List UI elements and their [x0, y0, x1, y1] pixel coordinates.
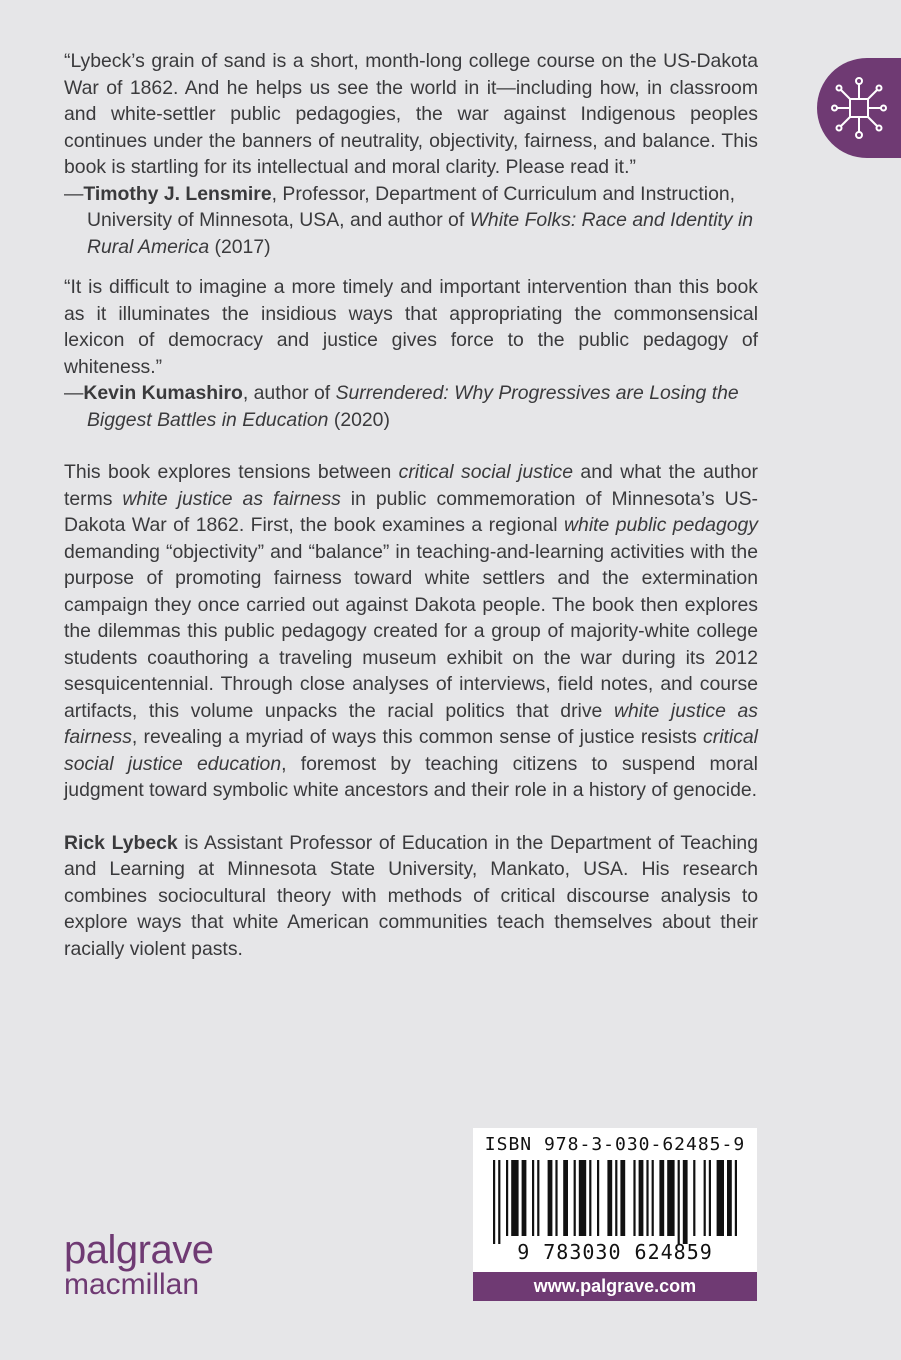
- description-paragraph: [64, 459, 758, 804]
- barcode-bar: [717, 1160, 724, 1236]
- barcode-bar: [667, 1160, 674, 1236]
- isbn-barcode: [473, 1128, 757, 1301]
- barcode-bar: [652, 1160, 654, 1236]
- quote-attribution: [64, 181, 758, 261]
- author-bio: [64, 830, 758, 963]
- barcode-bar: [532, 1160, 534, 1236]
- barcode-bar: [607, 1160, 612, 1236]
- publisher-badge: [817, 58, 901, 158]
- book-title: Surrendered: Why Progressives are Losing the Biggest Battles in Education: [87, 382, 739, 431]
- isbn-label: ISBN 978-3-030-62485-9: [484, 1134, 746, 1155]
- endorsement-quote-1: [64, 48, 758, 260]
- bio-text: is Assistant Professor of Education in the Department of Teaching and Learning at Minnesota State University, Mankato, USA. His research combines sociocultural theory with methods of critical discourse analysis to explore ways that white American communities teach themselves about their racially violent pasts.: [64, 831, 758, 960]
- logo-line-2: macmillan: [64, 1268, 200, 1301]
- author-affiliation: , Professor, Department of Curriculum and Instruction, University of Minnesota, USA, and author of: [87, 182, 736, 231]
- barcode-bar: [522, 1160, 527, 1236]
- italic-term: white justice as fairness: [64, 699, 758, 748]
- author-affiliation: , author of: [242, 382, 336, 404]
- barcode-bar: [615, 1160, 617, 1236]
- text-run: and what the author terms: [64, 461, 758, 510]
- barcode-bar: [493, 1160, 495, 1244]
- book-title: White Folks: Race and Identity in Rural America: [87, 209, 754, 258]
- barcode-bar: [620, 1160, 625, 1236]
- italic-term: white justice as fairness: [122, 487, 341, 510]
- barcode-bar: [563, 1160, 568, 1236]
- book-description: [64, 459, 758, 804]
- text-run: , revealing a myriad of ways this common sense of justice resists: [131, 726, 704, 748]
- barcode-bar: [511, 1160, 518, 1236]
- bio-author-name: Rick Lybeck: [64, 831, 178, 854]
- endorsement-quote-2: [64, 274, 758, 433]
- barcode-bar: [735, 1160, 737, 1236]
- quote-text: “Lybeck’s grain of sand is a short, month-long college course on the US-Dakota War of 1862. And he helps us see the world in it—including how, in classroom and white-settler public pedagogies, the war against Indigenous peoples continues under the banners of neutrality, objectivity, fairness, and balance. This book is startling for its intellectual and moral clarity. Please read it.”: [64, 50, 758, 178]
- barcode-digits: 9 783030 624859: [517, 1240, 713, 1264]
- barcode-bar: [704, 1160, 706, 1236]
- barcode-bar: [727, 1160, 732, 1236]
- barcode-bar: [574, 1160, 576, 1236]
- barcode-bar: [633, 1160, 635, 1236]
- quote-text: “It is difficult to imagine a more timely and important intervention than this book as it illuminates the insidious ways that appropriating the commonsensical lexicon of democracy and justice gives force to the public pedagogy of whiteness.”: [64, 276, 758, 378]
- publisher-logo: [64, 1228, 214, 1302]
- dash: —: [64, 182, 84, 205]
- barcode-bar: [548, 1160, 553, 1236]
- book-year: (2020): [328, 408, 390, 431]
- italic-term: critical social justice: [398, 461, 573, 483]
- text-run: in public commemoration of Minnesota’s US-Dakota War of 1862. First, the book examines a regional: [64, 487, 758, 536]
- barcode-bar: [709, 1160, 711, 1236]
- italic-term: critical social justice education: [64, 726, 758, 775]
- barcode-bar: [579, 1160, 586, 1236]
- dash: —: [64, 382, 84, 404]
- barcode-bar: [646, 1160, 648, 1236]
- barcode-bar: [555, 1160, 557, 1236]
- barcode-bar: [683, 1160, 688, 1244]
- barcode-bar: [678, 1160, 680, 1244]
- book-year: (2017): [209, 235, 271, 258]
- quote-author: Kevin Kumashiro: [83, 382, 243, 404]
- barcode-bar: [506, 1160, 508, 1236]
- barcode-bars: [493, 1160, 737, 1244]
- barcode-bar: [597, 1160, 599, 1236]
- text-run: , foremost by teaching citizens to suspend moral judgment toward symbolic white ancestors and their role in a history of genocide.: [64, 752, 758, 801]
- barcode-bar: [659, 1160, 664, 1236]
- barcode-bar: [639, 1160, 644, 1236]
- barcode-bar: [693, 1160, 695, 1236]
- barcode-bar: [498, 1160, 500, 1244]
- text-run: This book explores tensions between: [64, 461, 399, 483]
- barcode-bar: [537, 1160, 539, 1236]
- text-run: demanding “objectivity” and “balance” in teaching-and-learning activities with the purpose of promoting fairness toward white settlers and the extermination campaign they once carried out against Dakota people. The book then explores the dilemmas this public pedagogy created for a group of majority-white college students coauthoring a traveling museum exhibit on the war during its 2012 sesquicentennial. Through close analyses of interviews, field notes, and course artifacts, this volume unpacks the racial politics that drive: [64, 540, 758, 722]
- text-column: [64, 48, 758, 981]
- italic-term: white public pedagogy: [564, 514, 758, 536]
- logo-line-1: palgrave: [64, 1228, 214, 1272]
- barcode-bar: [589, 1160, 591, 1236]
- publisher-url: www.palgrave.com: [473, 1272, 757, 1301]
- quote-attribution: [64, 380, 758, 433]
- bio-paragraph: [64, 830, 758, 963]
- quote-author: Timothy J. Lensmire: [83, 182, 272, 205]
